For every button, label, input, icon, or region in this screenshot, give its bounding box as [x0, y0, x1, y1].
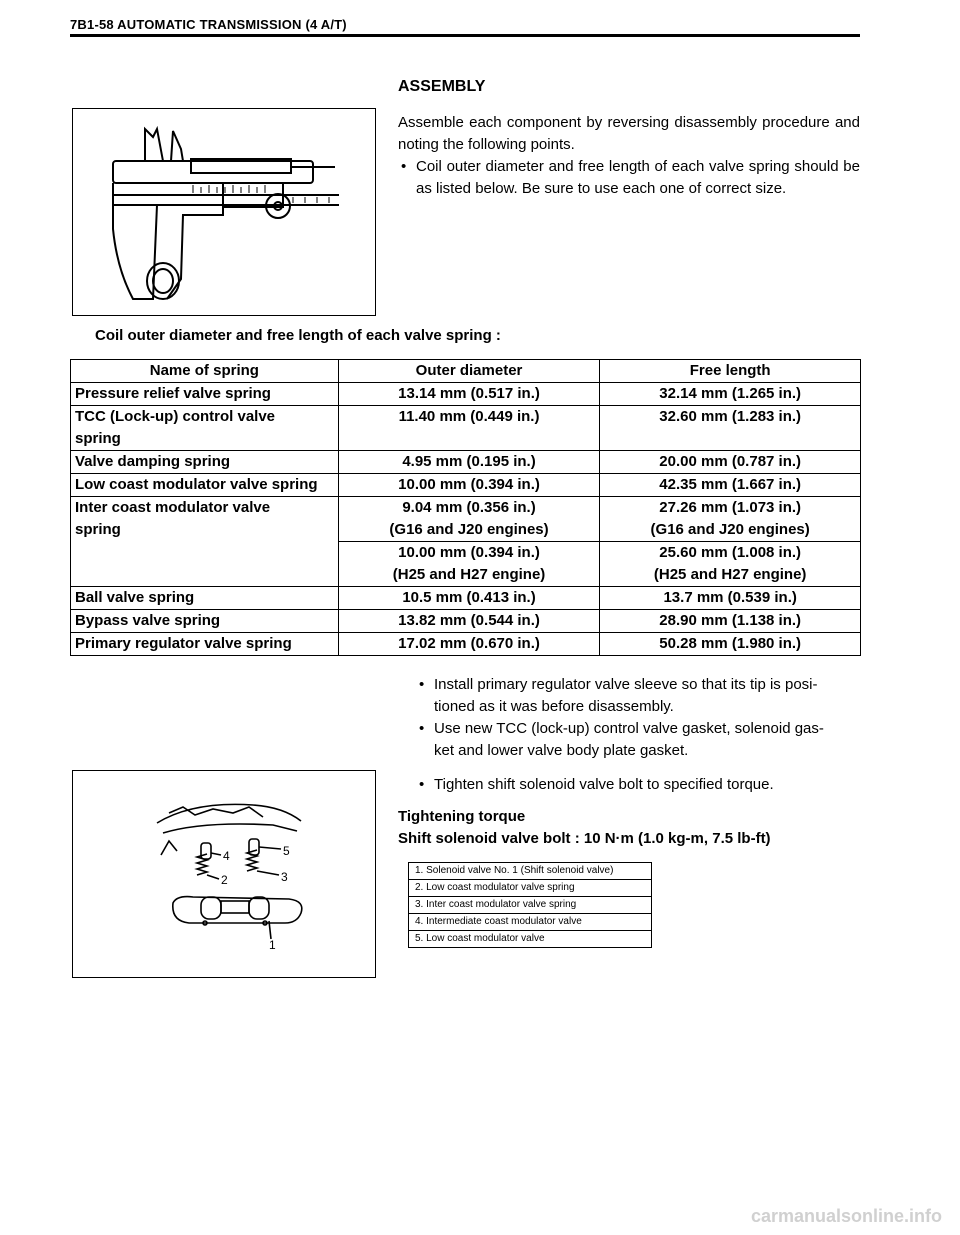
header-outer-diameter: Outer diameter: [338, 360, 600, 383]
watermark: carmanualsonline.info: [750, 1206, 942, 1226]
solenoid-figure: [72, 770, 376, 978]
legend-item: [409, 931, 652, 948]
table-row: [71, 587, 861, 610]
bullet-dot: •: [419, 776, 425, 793]
free-length: 32.60 mm (1.283 in.): [600, 406, 861, 451]
spring-name: Ball valve spring: [71, 587, 339, 610]
table-row: [71, 451, 861, 474]
caliper-figure: [72, 108, 376, 316]
outer-diameter: 10.5 mm (0.413 in.): [338, 587, 600, 610]
spring-name: TCC (Lock-up) control valve spring: [71, 406, 339, 451]
legend-item: [409, 897, 652, 914]
free-length: [600, 497, 861, 542]
tighten-notes: [416, 774, 860, 796]
free-length: 28.90 mm (1.138 in.): [600, 610, 861, 633]
outer-diameter: 10.00 mm (0.394 in.): [338, 474, 600, 497]
outer-diameter: 13.14 mm (0.517 in.): [338, 383, 600, 406]
outer-diameter: [338, 542, 600, 587]
header-name: Name of spring: [71, 360, 339, 383]
install-bullet: [416, 674, 860, 718]
intro-paragraph: Assemble each component by reversing disassembly procedure and noting the following points.: [398, 114, 860, 153]
spring-name: Low coast modulator valve spring: [71, 474, 339, 497]
intro-text: [398, 112, 860, 200]
table-row: [71, 474, 861, 497]
free-length: 20.00 mm (0.787 in.): [600, 451, 861, 474]
figure-label-1: 1: [269, 938, 276, 952]
free-length: 13.7 mm (0.539 in.): [600, 587, 861, 610]
gasket-bullet: [416, 718, 860, 762]
gasket-bullet-line: Use new TCC (lock-up) control valve gasket, solenoid gas-: [434, 720, 824, 737]
intro-bullet: [398, 156, 860, 200]
table-row: [71, 383, 861, 406]
component-legend: [408, 862, 652, 948]
table-row: [71, 497, 861, 542]
fl-note: (G16 and J20 engines): [650, 521, 810, 538]
caliper-illustration: [73, 109, 375, 315]
legend-item: [409, 914, 652, 931]
fl-value: 27.26 mm (1.073 in.): [659, 499, 802, 516]
table-caption: Coil outer diameter and free length of each valve spring :: [95, 327, 501, 344]
outer-diameter: 13.82 mm (0.544 in.): [338, 610, 600, 633]
outer-diameter: [338, 497, 600, 542]
spring-name: Inter coast modulator valve spring: [71, 497, 339, 587]
legend-text: 3. Inter coast modulator valve spring: [409, 897, 652, 914]
od-value: 10.00 mm (0.394 in.): [398, 544, 540, 561]
fl-note: (H25 and H27 engine): [653, 566, 807, 583]
legend-item: [409, 863, 652, 880]
spring-name: Bypass valve spring: [71, 610, 339, 633]
table-row: [71, 633, 861, 656]
od-note: (H25 and H27 engine): [392, 566, 546, 583]
legend-text: 2. Low coast modulator valve spring: [409, 880, 652, 897]
torque-value: Shift solenoid valve bolt : 10 N·m (1.0 kg-m, 7.5 lb-ft): [398, 830, 771, 847]
tighten-bullet: [416, 774, 860, 796]
figure-label-2: 2: [221, 873, 228, 887]
header-free-length: Free length: [600, 360, 861, 383]
outer-diameter: 4.95 mm (0.195 in.): [338, 451, 600, 474]
legend-text: 4. Intermediate coast modulator valve: [409, 914, 652, 931]
spring-spec-table: [70, 359, 861, 656]
install-bullet-line: tioned as it was before disassembly.: [434, 698, 674, 715]
table-header-row: [71, 360, 861, 383]
figure-label-3: 3: [281, 870, 288, 884]
gasket-bullet-line: ket and lower valve body plate gasket.: [434, 742, 689, 759]
bullet-dot: •: [419, 676, 425, 693]
page-header: 7B1-58 AUTOMATIC TRANSMISSION (4 A/T): [70, 17, 347, 32]
legend-item: [409, 880, 652, 897]
install-bullet-line: Install primary regulator valve sleeve so that its tip is posi-: [434, 676, 818, 693]
outer-diameter: 17.02 mm (0.670 in.): [338, 633, 600, 656]
free-length: 50.28 mm (1.980 in.): [600, 633, 861, 656]
outer-diameter: 11.40 mm (0.449 in.): [338, 406, 600, 451]
install-notes: [416, 674, 860, 762]
figure-label-5: 5: [283, 844, 290, 858]
tighten-bullet-text: Tighten shift solenoid valve bolt to specified torque.: [434, 776, 774, 793]
legend-text: 1. Solenoid valve No. 1 (Shift solenoid valve): [409, 863, 652, 880]
table-row: [71, 610, 861, 633]
bullet-dot: •: [419, 720, 425, 737]
fl-value: 25.60 mm (1.008 in.): [659, 544, 802, 561]
header-rule: [70, 34, 860, 37]
free-length: 42.35 mm (1.667 in.): [600, 474, 861, 497]
bullet-dot: •: [401, 158, 407, 175]
torque-label: Tightening torque: [398, 808, 526, 825]
intro-bullet-text: Coil outer diameter and free length of each valve spring should be as listed below. Be sure to use each one of correct size.: [416, 158, 860, 197]
free-length: 32.14 mm (1.265 in.): [600, 383, 861, 406]
solenoid-illustration: [73, 771, 375, 977]
spring-name: Primary regulator valve spring: [71, 633, 339, 656]
free-length: [600, 542, 861, 587]
spring-name: Valve damping spring: [71, 451, 339, 474]
figure-label-4: 4: [223, 849, 230, 863]
od-value: 9.04 mm (0.356 in.): [402, 499, 536, 516]
section-title: ASSEMBLY: [398, 78, 486, 95]
od-note: (G16 and J20 engines): [389, 521, 549, 538]
spring-name: Pressure relief valve spring: [71, 383, 339, 406]
legend-text: 5. Low coast modulator valve: [409, 931, 652, 948]
table-row: [71, 406, 861, 451]
torque-spec: [398, 806, 860, 850]
